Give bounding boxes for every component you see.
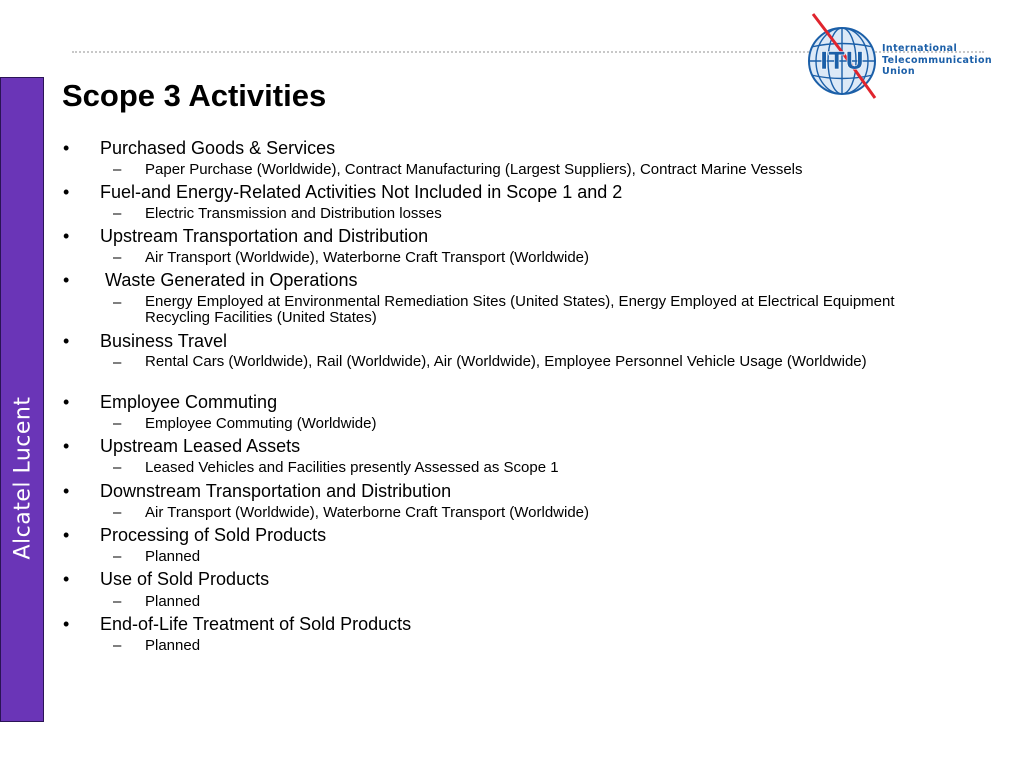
bullet-icon: • xyxy=(63,614,70,634)
sidebar-brand-label: Alcatel Lucent xyxy=(10,396,36,560)
bullet-icon: • xyxy=(63,392,70,412)
sub-list-item-label: Air Transport (Worldwide), Waterborne Craft Transport (Worldwide) xyxy=(145,249,590,266)
dash-icon: – xyxy=(113,459,122,476)
itu-mark-text: ITU xyxy=(819,47,865,75)
dash-icon: – xyxy=(113,354,122,371)
sub-list-item-label: Energy Employed at Environmental Remediation Sites (United States), Energy Employed at Electrical Equipment Recycling Facilities (United States) xyxy=(145,293,895,326)
list-item-label: Upstream Leased Assets xyxy=(100,436,301,456)
sub-list-item-label: Paper Purchase (Worldwide), Contract Manufacturing (Largest Suppliers), Contract Marine Vessels xyxy=(145,161,803,178)
itu-wordmark-line: Union xyxy=(882,66,916,77)
bullet-icon: • xyxy=(63,569,70,589)
dash-icon: – xyxy=(113,415,122,432)
list-item-label: Use of Sold Products xyxy=(100,569,270,589)
list-item-label: Upstream Transportation and Distribution xyxy=(100,226,429,246)
dash-icon: – xyxy=(113,593,122,610)
list-item-label: Processing of Sold Products xyxy=(100,525,327,545)
list-item-label: Downstream Transportation and Distribution xyxy=(100,481,452,501)
list-item-label: Fuel-and Energy-Related Activities Not Included in Scope 1 and 2 xyxy=(100,182,623,202)
list-item-label: Business Travel xyxy=(100,331,228,351)
sub-list-item-label: Electric Transmission and Distribution losses xyxy=(145,205,442,222)
sub-list-item-label: Employee Commuting (Worldwide) xyxy=(145,415,377,432)
itu-wordmark-line: International xyxy=(882,43,958,54)
list-item-label: Waste Generated in Operations xyxy=(100,270,358,290)
bullet-icon: • xyxy=(63,481,70,501)
dash-icon: – xyxy=(113,205,122,222)
bullet-icon: • xyxy=(63,331,70,351)
sub-list-item-label: Planned xyxy=(145,637,201,654)
slide-title: Scope 3 Activities xyxy=(62,78,327,113)
sub-list-item-label: Planned xyxy=(145,548,201,565)
bullet-icon: • xyxy=(63,182,70,202)
dash-icon: – xyxy=(113,249,122,266)
itu-wordmark-line: Telecommunication xyxy=(882,54,993,66)
dash-icon: – xyxy=(113,637,122,654)
bullet-icon: • xyxy=(63,525,70,545)
bullet-icon: • xyxy=(63,138,70,158)
dash-icon: – xyxy=(113,161,122,178)
list-item-label: Employee Commuting xyxy=(100,392,278,412)
bullet-icon: • xyxy=(63,226,70,246)
sub-list-item-label: Leased Vehicles and Facilities presently Assessed as Scope 1 xyxy=(145,459,559,476)
dash-icon: – xyxy=(113,294,122,311)
dash-icon: – xyxy=(113,504,122,521)
dash-icon: – xyxy=(113,548,122,565)
sub-list-item-label: Rental Cars (Worldwide), Rail (Worldwide), Air (Worldwide), Employee Personnel Vehicle Usage (Worldwide) xyxy=(145,353,867,370)
sub-list-item-label: Planned xyxy=(145,593,201,610)
bullet-icon: • xyxy=(63,436,70,456)
bullet-icon: • xyxy=(63,270,70,290)
list-item-label: Purchased Goods & Services xyxy=(100,138,336,158)
sub-list-item-label: Air Transport (Worldwide), Waterborne Craft Transport (Worldwide) xyxy=(145,504,590,521)
list-item-label: End-of-Life Treatment of Sold Products xyxy=(100,614,412,634)
